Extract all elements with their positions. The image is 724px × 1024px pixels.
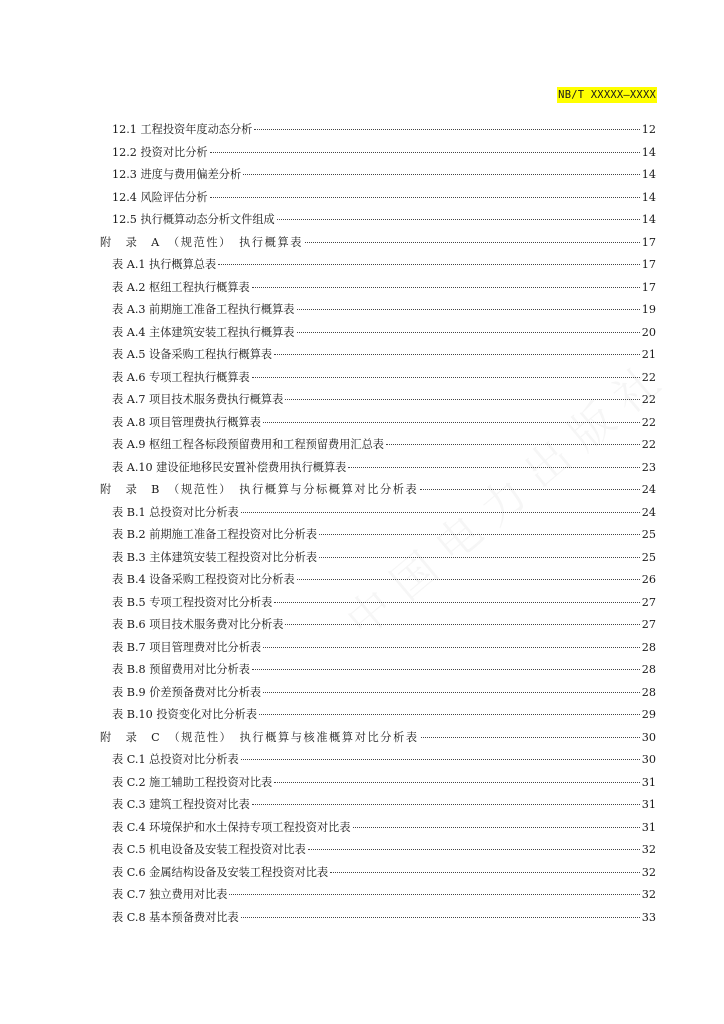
toc-page-number: 30 [641,753,656,766]
toc-entry[interactable] [98,909,656,932]
toc-entry[interactable] [98,166,656,189]
toc-entry-label: 表 C.3 建筑工程投资对比表 [112,798,250,811]
toc-page-number: 14 [641,213,656,226]
toc-dot-leader [254,129,639,130]
toc-entry[interactable] [98,751,656,774]
toc-entry[interactable] [98,571,656,594]
toc-entry[interactable] [98,256,656,279]
toc-entry-label: 表 B.6 项目技术服务费对比分析表 [112,618,284,631]
toc-entry[interactable] [98,234,656,257]
toc-entry[interactable] [98,144,656,167]
toc-entry-label: 表 A.9 枢纽工程各标段预留费用和工程预留费用汇总表 [112,438,384,451]
toc-entry-label: 表 B.10 投资变化对比分析表 [112,708,258,721]
toc-dot-leader [319,534,640,535]
toc-page-number: 29 [641,708,656,721]
toc-entry[interactable] [98,549,656,572]
toc-entry-label: 表 C.1 总投资对比分析表 [112,753,239,766]
toc-entry[interactable] [98,841,656,864]
toc-dot-leader [348,467,639,468]
toc-entry-label: 表 A.1 执行概算总表 [112,258,217,271]
toc-entry-label: 12.5 执行概算动态分析文件组成 [112,213,275,226]
toc-dot-leader [308,849,640,850]
toc-entry-label: 表 C.8 基本预备费对比表 [112,910,239,924]
toc-entry[interactable] [98,346,656,369]
toc-entry-label: 表 C.4 环境保护和水土保持专项工程投资对比表 [112,820,351,834]
toc-entry-label: 表 A.4 主体建筑安装工程执行概算表 [112,325,295,339]
toc-entry[interactable] [98,616,656,639]
toc-page-number: 14 [641,145,656,159]
toc-dot-leader [241,759,640,760]
toc-dot-leader [274,782,640,783]
toc-entry[interactable] [98,639,656,662]
toc-page-number: 28 [641,685,656,699]
toc-entry[interactable] [98,774,656,797]
toc-page-number: 17 [641,235,656,249]
toc-dot-leader [297,579,640,580]
toc-entry[interactable] [98,324,656,347]
toc-entry[interactable] [98,189,656,212]
toc-entry[interactable] [98,594,656,617]
toc-entry[interactable] [98,864,656,887]
toc-entry[interactable] [98,121,656,144]
toc-entry[interactable] [98,211,656,234]
toc-page-number: 12 [641,123,656,136]
toc-entry[interactable] [98,504,656,527]
toc-page-number: 14 [641,168,656,181]
toc-entry[interactable] [98,414,656,437]
toc-page-number: 30 [641,730,656,744]
toc-page-number: 31 [641,798,656,811]
toc-dot-leader [421,737,640,738]
toc-entry-label: 表 B.7 项目管理费对比分析表 [112,640,262,654]
toc-entry-label: 表 C.2 施工辅助工程投资对比表 [112,775,273,789]
toc-entry[interactable] [98,459,656,482]
toc-dot-leader [241,512,640,513]
toc-entry[interactable] [98,819,656,842]
toc-entry-label: 12.4 风险评估分析 [112,190,208,204]
toc-entry-label: 12.2 投资对比分析 [112,145,208,159]
toc-entry[interactable] [98,526,656,549]
toc-entry-label: 表 A.6 专项工程执行概算表 [112,370,250,384]
toc-dot-leader [252,377,640,378]
toc-entry-label: 表 A.8 项目管理费执行概算表 [112,415,261,429]
toc-entry-label: 表 B.8 预留费用对比分析表 [112,663,250,676]
toc-page-number: 20 [641,325,656,339]
toc-page-number: 21 [641,348,656,361]
toc-entry[interactable] [98,481,656,504]
toc-entry-label: 表 C.6 金属结构设备及安装工程投资对比表 [112,865,329,879]
toc-dot-leader [305,242,640,243]
toc-dot-leader [252,287,640,288]
toc-dot-leader [243,174,640,175]
toc-page-number: 22 [641,370,656,384]
toc-dot-leader [259,714,640,715]
toc-page-number: 31 [641,820,656,834]
standard-code-header: NB/T XXXXX—XXXX [558,89,656,101]
toc-entry[interactable] [98,729,656,752]
toc-entry-label: 12.1 工程投资年度动态分析 [112,123,253,136]
toc-entry[interactable] [98,369,656,392]
toc-entry[interactable] [98,279,656,302]
toc-page-number: 32 [641,843,656,856]
toc-page-number: 22 [641,415,656,429]
toc-page-number: 32 [641,865,656,879]
toc-page-number: 19 [641,303,656,316]
toc-entry-label: 表 C.7 独立费用对比表 [112,888,228,901]
toc-entry-label: 表 B.9 价差预备费对比分析表 [112,685,262,699]
toc-dot-leader [330,872,640,873]
toc-page-number: 27 [641,595,656,609]
toc-dot-leader [285,624,639,625]
toc-page-number: 22 [641,393,656,406]
toc-dot-leader [353,827,640,828]
toc-dot-leader [297,332,640,333]
toc-page-number: 26 [641,573,656,586]
toc-dot-leader [285,399,639,400]
toc-entry-label: 表 B.4 设备采购工程投资对比分析表 [112,573,295,586]
toc-entry-label: 表 A.5 设备采购工程执行概算表 [112,348,273,361]
toc-page-number: 24 [641,505,656,519]
toc-entry-label: 附 录 B （规范性） 执行概算与分标概算对比分析表 [100,483,419,496]
toc-page-number: 28 [641,663,656,676]
toc-dot-leader [241,917,640,918]
toc-entry-label: 表 B.3 主体建筑安装工程投资对比分析表 [112,550,318,564]
toc-entry-label: 表 B.1 总投资对比分析表 [112,505,239,519]
toc-entry[interactable] [98,301,656,324]
toc-page-number: 31 [641,775,656,789]
toc-entry[interactable] [98,684,656,707]
toc-dot-leader [263,647,640,648]
toc-entry[interactable] [98,796,656,819]
toc-entry-label: 表 B.5 专项工程投资对比分析表 [112,595,273,609]
toc-entry-label: 附 录 A （规范性） 执行概算表 [100,235,304,249]
toc-page-number: 17 [641,280,656,294]
toc-entry-label: 表 A.3 前期施工准备工程执行概算表 [112,303,295,316]
toc-entry[interactable] [98,436,656,459]
toc-dot-leader [386,444,640,445]
toc-dot-leader [274,602,639,603]
toc-dot-leader [252,669,640,670]
toc-page-number: 32 [641,888,656,901]
toc-entry[interactable] [98,886,656,909]
toc-entry-label: 附 录 C （规范性） 执行概算与核准概算对比分析表 [100,730,419,744]
toc-dot-leader [263,692,640,693]
toc-dot-leader [210,197,640,198]
toc-dot-leader [277,219,640,220]
toc-entry-label: 表 B.2 前期施工准备工程投资对比分析表 [112,528,318,541]
toc-dot-leader [218,264,640,265]
toc-dot-leader [420,489,639,490]
toc-dot-leader [274,354,640,355]
toc-entry-label: 表 A.7 项目技术服务费执行概算表 [112,393,284,406]
toc-entry[interactable] [98,391,656,414]
toc-page-number: 23 [641,460,656,474]
toc-entry-label: 12.3 进度与费用偏差分析 [112,168,242,181]
toc-page-number: 17 [641,258,656,271]
toc-entry[interactable] [98,706,656,729]
toc-dot-leader [263,422,640,423]
toc-page-number: 14 [641,190,656,204]
toc-page-number: 25 [641,550,656,564]
table-of-contents [98,121,656,931]
toc-page-number: 24 [641,483,656,496]
toc-dot-leader [297,309,640,310]
toc-page-number: 22 [641,438,656,451]
toc-dot-leader [252,804,640,805]
toc-entry-label: 表 A.2 枢纽工程执行概算表 [112,280,250,294]
toc-page-number: 33 [641,910,656,924]
toc-entry[interactable] [98,661,656,684]
toc-dot-leader [229,894,639,895]
toc-dot-leader [319,557,640,558]
toc-page-number: 27 [641,618,656,631]
toc-dot-leader [210,152,640,153]
toc-page-number: 25 [641,528,656,541]
toc-entry-label: 表 A.10 建设征地移民安置补偿费用执行概算表 [112,460,347,474]
toc-entry-label: 表 C.5 机电设备及安装工程投资对比表 [112,843,306,856]
toc-page-number: 28 [641,640,656,654]
